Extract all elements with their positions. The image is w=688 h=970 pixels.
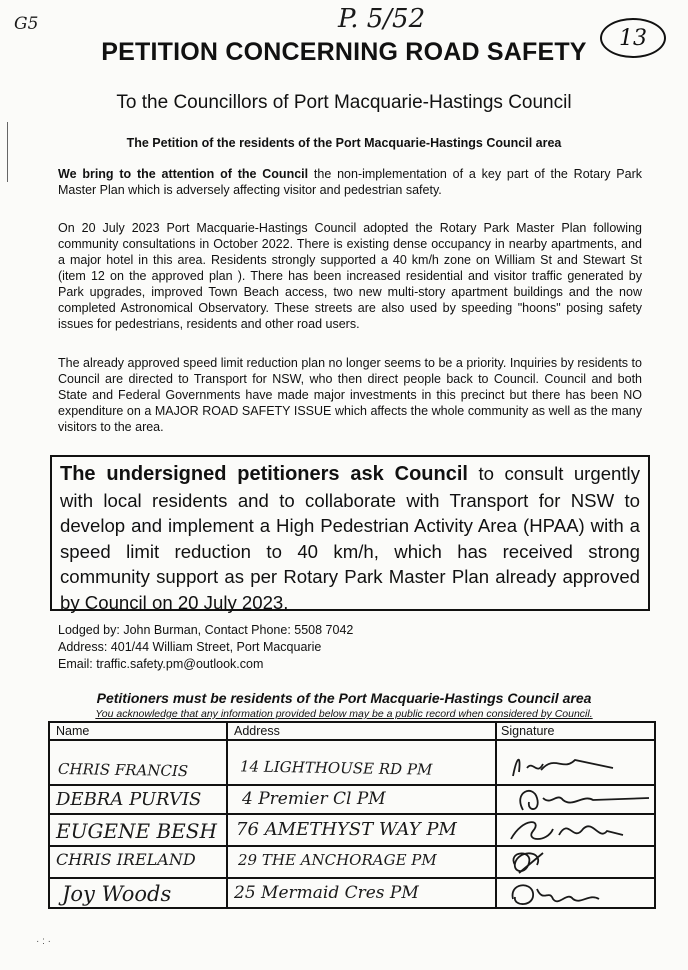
intro-lead: We bring to the attention of the Council — [58, 167, 309, 181]
contact-details — [58, 622, 353, 673]
signature-column-header: Signature — [501, 724, 555, 738]
table-row-name: DEBRA PURVIS — [56, 789, 202, 810]
petition-subtitle: The Petition of the residents of the Port Macquarie-Hastings Council area — [126, 136, 562, 150]
contact-email: Email: traffic.safety.pm@outlook.com — [58, 657, 264, 671]
corner-note: G5 — [14, 14, 39, 34]
signature-table — [48, 721, 656, 909]
table-row-address: 4 Premier Cl PM — [242, 789, 386, 809]
background-paragraph: On 20 July 2023 Port Macquarie-Hastings Council adopted the Rotary Park Master Plan following community consultations in October 2022. There is existing dense occupancy in nearby apartments, and a major hotel in this area. Residents strongly supported a 40 km/h zone on William St and Stewart St (item 12 on the approved plan ). There has been increased residential and visitor traffic generated by Park upgrades, improved Town Beach access, two new multi-story apartment buildings and the now completed Astronomical Observatory. These streets are also used by speeding "hoons" posing safety issues for pedestrians, residents and other road users. — [58, 221, 642, 331]
circled-number: 13 — [600, 18, 666, 58]
header-divider — [50, 739, 654, 741]
margin-mark — [7, 122, 8, 182]
table-row-name: CHRIS FRANCIS — [57, 759, 189, 781]
request-lead: The undersigned petitioners ask Council — [60, 463, 468, 485]
signature-image — [503, 879, 653, 909]
table-row-name: CHRIS IRELAND — [56, 850, 196, 869]
table-row-address: 76 AMETHYST WAY PM — [236, 819, 457, 840]
petition-request-box — [50, 455, 650, 611]
lodged-by: Lodged by: John Burman, Contact Phone: 5508 7042 — [58, 623, 354, 637]
request-text: to consult urgently with local residents and to collaborate with Transport for NSW to develop and implement a High Pedestrian Activity Area (HPAA) with a speed limit reduction to 40 km/h, which has received strong community support as per Rotary Park Master Plan already approved by Council on 20 July 2023. — [60, 463, 640, 613]
table-row-name: EUGENE BESH — [56, 819, 217, 843]
name-column-header: Name — [56, 724, 90, 738]
addressee-heading: To the Councillors of Port Macquarie-Hastings Council — [116, 92, 572, 113]
signature-image — [503, 847, 653, 877]
table-row-name: Joy Woods — [62, 882, 172, 906]
residency-note: Petitioners must be residents of the Port Macquarie-Hastings Council area — [96, 690, 592, 706]
table-row-address: 25 Mermaid Cres PM — [234, 883, 419, 903]
issue-paragraph: The already approved speed limit reduction plan no longer seems to be a priority. Inquiries by residents to Council are directed to Transport for NSW, who then direct people back to Council. Council and both State and Federal Governments have made major investments in this precinct but there has been NO expenditure on a MAJOR ROAD SAFETY ISSUE which affects the whole community as well as the many visitors to the area. — [58, 356, 642, 434]
intro-text: the non-implementation of a key part of the Rotary Park Master Plan which is adversely affecting visitor and pedestrian safety. — [58, 167, 643, 197]
signature-image — [503, 784, 653, 814]
column-divider — [226, 723, 228, 907]
table-row-address: 14 LIGHTHOUSE RD PM — [239, 757, 433, 779]
stray-mark: · : · — [36, 936, 51, 947]
table-row-address: 29 THE ANCHORAGE PM — [238, 851, 437, 869]
signature-image — [503, 815, 653, 845]
contact-address: Address: 401/44 William Street, Port Macquarie — [58, 640, 322, 654]
column-divider — [495, 723, 497, 907]
acknowledgement-note: You acknowledge that any information provided below may be a public record when considered by Council. — [95, 708, 593, 720]
page-title: PETITION CONCERNING ROAD SAFETY — [101, 38, 587, 66]
signature-image — [503, 750, 653, 780]
page-reference-note: P. 5/52 — [338, 4, 426, 34]
address-column-header: Address — [234, 724, 280, 738]
intro-paragraph — [58, 166, 642, 198]
